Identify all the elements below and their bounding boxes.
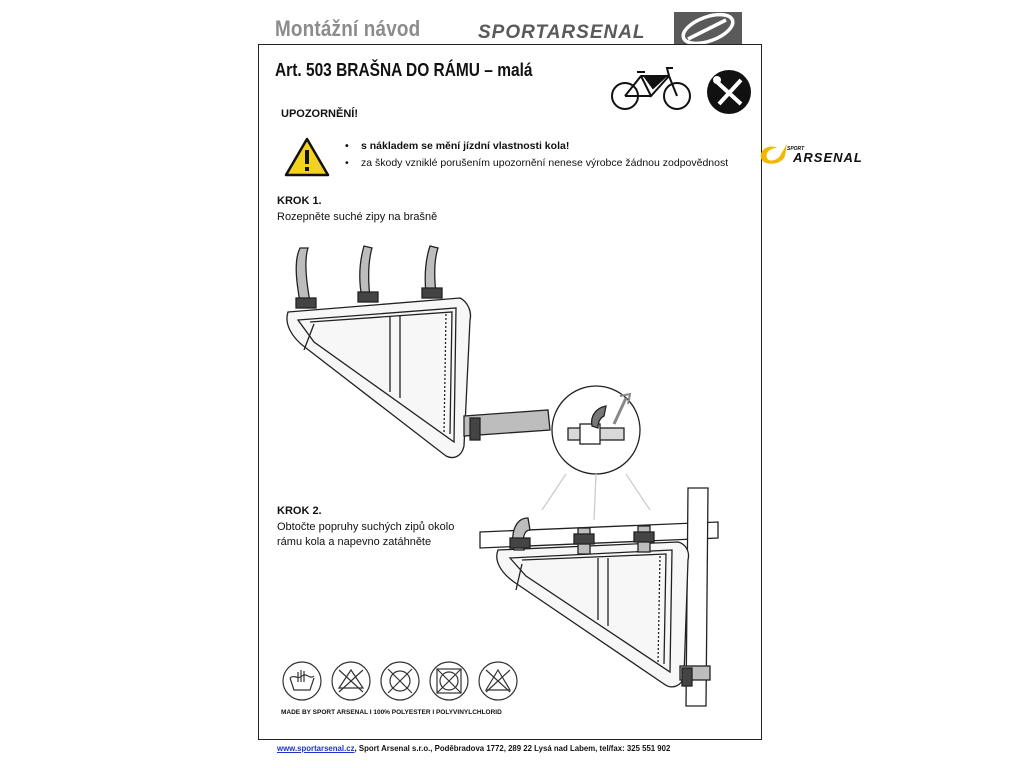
no-bleach-icon <box>332 662 370 700</box>
company-address: , Sport Arsenal s.r.o., Poděbradova 1772, 289 22 Lysá nad Labem, tel/fax: 325 551 902 <box>354 743 671 753</box>
product-title: Art. 503 BRAŠNA DO RÁMU – malá <box>275 60 533 80</box>
warning-item: • s nákladem se mění jízdní vlastnosti kola! <box>345 138 728 155</box>
side-logo-small-text: SPORT <box>787 146 805 152</box>
velcro-detail-illustration <box>542 386 650 520</box>
bicycle-icon <box>612 68 690 109</box>
hand-wash-icon <box>283 662 321 700</box>
brand-text: SPORTARSENAL <box>478 22 646 43</box>
no-tools-icon <box>707 70 751 114</box>
warning-item: • za škody vzniklé porušením upozornění nenese výrobce žádnou zodpovědnost <box>345 155 728 172</box>
website-link[interactable]: www.sportarsenal.cz <box>277 743 355 753</box>
frame-bag-open-illustration <box>287 246 550 458</box>
header-title: Montážní návod <box>275 16 421 41</box>
warning-heading: UPOZORNĚNÍ! <box>281 108 358 120</box>
side-logo-main-text: ARSENAL <box>793 150 863 165</box>
step-2-heading: KROK 2. <box>277 505 322 517</box>
step-1-text: Rozepněte suché zipy na brašně <box>277 211 438 223</box>
warning-triangle-icon <box>284 137 330 177</box>
step-2-text-line-2: rámu kola a napevno zatáhněte <box>277 536 432 548</box>
no-dry-clean-icon <box>430 662 468 700</box>
material-note: MADE BY SPORT ARSENAL I 100% POLYESTER I POLYVINYLCHLORID <box>281 709 502 716</box>
bike-and-tool-icons <box>607 60 757 116</box>
footer <box>277 743 670 753</box>
assembly-illustration <box>258 220 760 720</box>
warning-list <box>345 138 728 172</box>
step-1-heading: KROK 1. <box>277 195 322 207</box>
step-2-text-line-1: Obtočte popruhy suchých zipů okolo <box>277 521 455 533</box>
no-iron-icon <box>479 662 517 700</box>
sport-arsenal-side-logo <box>757 138 885 168</box>
no-tumble-dry-icon <box>381 662 419 700</box>
sportarsenal-logo <box>474 12 744 46</box>
care-symbols <box>282 660 522 702</box>
